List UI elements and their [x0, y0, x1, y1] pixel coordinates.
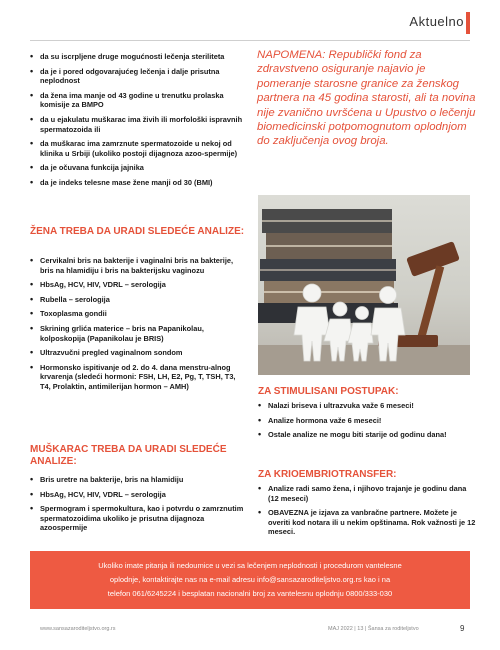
page-number: 9	[460, 624, 465, 633]
krio-list	[258, 484, 478, 542]
stim-heading: ZA STIMULISANI POSTUPAK:	[258, 386, 399, 397]
family-photo	[258, 195, 470, 375]
footer-issue	[328, 626, 419, 632]
list-item: • Bris uretre na bakterije, bris na hlamidiju	[30, 475, 245, 485]
list-item: • da je i pored odgovarajućeg lečenja i dalje prisutna neplodnost	[30, 67, 245, 86]
list-item: • da je indeks telesne mase žene manji od 30 (BMI)	[30, 178, 245, 188]
stim-list	[258, 401, 478, 445]
banner-line: oplodnje, kontaktirajte nas na e-mail adresu info@sansazaroditeljstvo.org.rs kao i na	[109, 575, 391, 584]
footer-separator: |	[354, 626, 358, 632]
footer-url: www.sansazaroditeljstvo.org.rs	[40, 626, 116, 632]
list-item: • da u ejakulatu muškarac ima živih ili morfološki ispravnih spermatozoida ili	[30, 115, 245, 134]
contact-banner	[30, 551, 470, 609]
footer-separator: |	[364, 626, 368, 632]
list-item: • Spermogram i spermokultura, kao i potvrdu o zamrznutim spermatozoidima ukoliko je prisutna dijagnoza azoospermije	[30, 504, 245, 533]
list-item: • OBAVEZNA je izjava za vanbračne partnere. Možete je overiti kod notara ili u nekim opštinama. Rok važnosti je 12 meseci.	[258, 508, 478, 537]
family-illustration	[258, 195, 470, 375]
list-item: • da muškarac ima zamrznute spermatozoide u nekoj od klinika u Srbiji (ukoliko postoji dijagnoza azoo-spermije)	[30, 139, 245, 158]
list-item: • Toxoplasma gondii	[30, 309, 245, 319]
section-title: Aktuelno	[409, 14, 464, 29]
list-item: • Ostale analize ne mogu biti starije od godinu dana!	[258, 430, 478, 440]
list-item: • Rubella – serologija	[30, 295, 245, 305]
list-item: • Skrining grlića materice – bris na Papanikolau, kolposkopija (Papanikolau je BRIS)	[30, 324, 245, 343]
list-item: • HbsAg, HCV, HIV, VDRL – serologija	[30, 280, 245, 290]
list-item: • HbsAg, HCV, HIV, VDRL – serologija	[30, 490, 245, 500]
napomena-note: NAPOMENA: Republički fond za zdravstveno osiguranje najavio je pomeranje starosne granice za ženskog partnera na 45 godina starosti, ali ta novina nije zvanično uvršćena u Upustvo o lečenju biomedicinski potpomognutom oplodnjom do zaključenja ovog broja.	[257, 49, 476, 148]
list-item: • Cervikalni bris na bakterije i vaginalni bris na bakterije, bris na hlamidiju i bris na bakterijsku vaginozu	[30, 256, 245, 275]
section-accent-bar	[466, 12, 470, 34]
list-item: • Hormonsko ispitivanje od 2. do 4. dana menstru-alnog krvarenja (sledeći hormoni: FSH, LH, E2, Pg, T, TSH, T3, T4, Prolaktin, antimilerijan hormon – AMH)	[30, 363, 245, 392]
banner-line: Ukoliko imate pitanja ili nedoumice u vezi sa lečenjem neplodnosti i procedurom vantelesne	[98, 561, 402, 570]
list-item: • da žena ima manje od 43 godine u trenutku prolaska komisije za BMPO	[30, 91, 245, 110]
list-item: • da je očuvana funkcija jajnika	[30, 163, 245, 173]
footer-magazine: Šansa za roditeljstvo	[367, 626, 419, 632]
list-item: • Analize hormona važe 6 meseci!	[258, 416, 478, 426]
list-item: • Nalazi briseva i ultrazvuka važe 6 meseci!	[258, 401, 478, 411]
muskarac-heading: MUŠKARAC TREBA DA URADI SLEDEĆE ANALIZE:	[30, 444, 227, 467]
krio-heading: ZA KRIOEMBRIOTRANSFER:	[258, 469, 397, 480]
header-divider	[30, 40, 470, 41]
zena-heading: ŽENA TREBA DA URADI SLEDEĆE ANALIZE:	[30, 226, 245, 237]
list-item: • Analize radi samo žena, i njihovo trajanje je godinu dana (12 meseci)	[258, 484, 478, 503]
footer-date: MAJ 2022	[328, 626, 353, 632]
list-item: • Ultrazvučni pregled vaginalnom sondom	[30, 348, 245, 358]
list-item: • da su iscrpljene druge mogućnosti lečenja steriliteta	[30, 52, 245, 62]
criteria-list	[30, 52, 245, 193]
banner-line: telefon 061/6245224 i besplatan nacionalni broj za vantelesnu oplodnju 0800/333-030	[107, 589, 393, 598]
footer-number: 13	[357, 626, 364, 632]
zena-list	[30, 256, 245, 397]
muskarac-list	[30, 475, 245, 538]
